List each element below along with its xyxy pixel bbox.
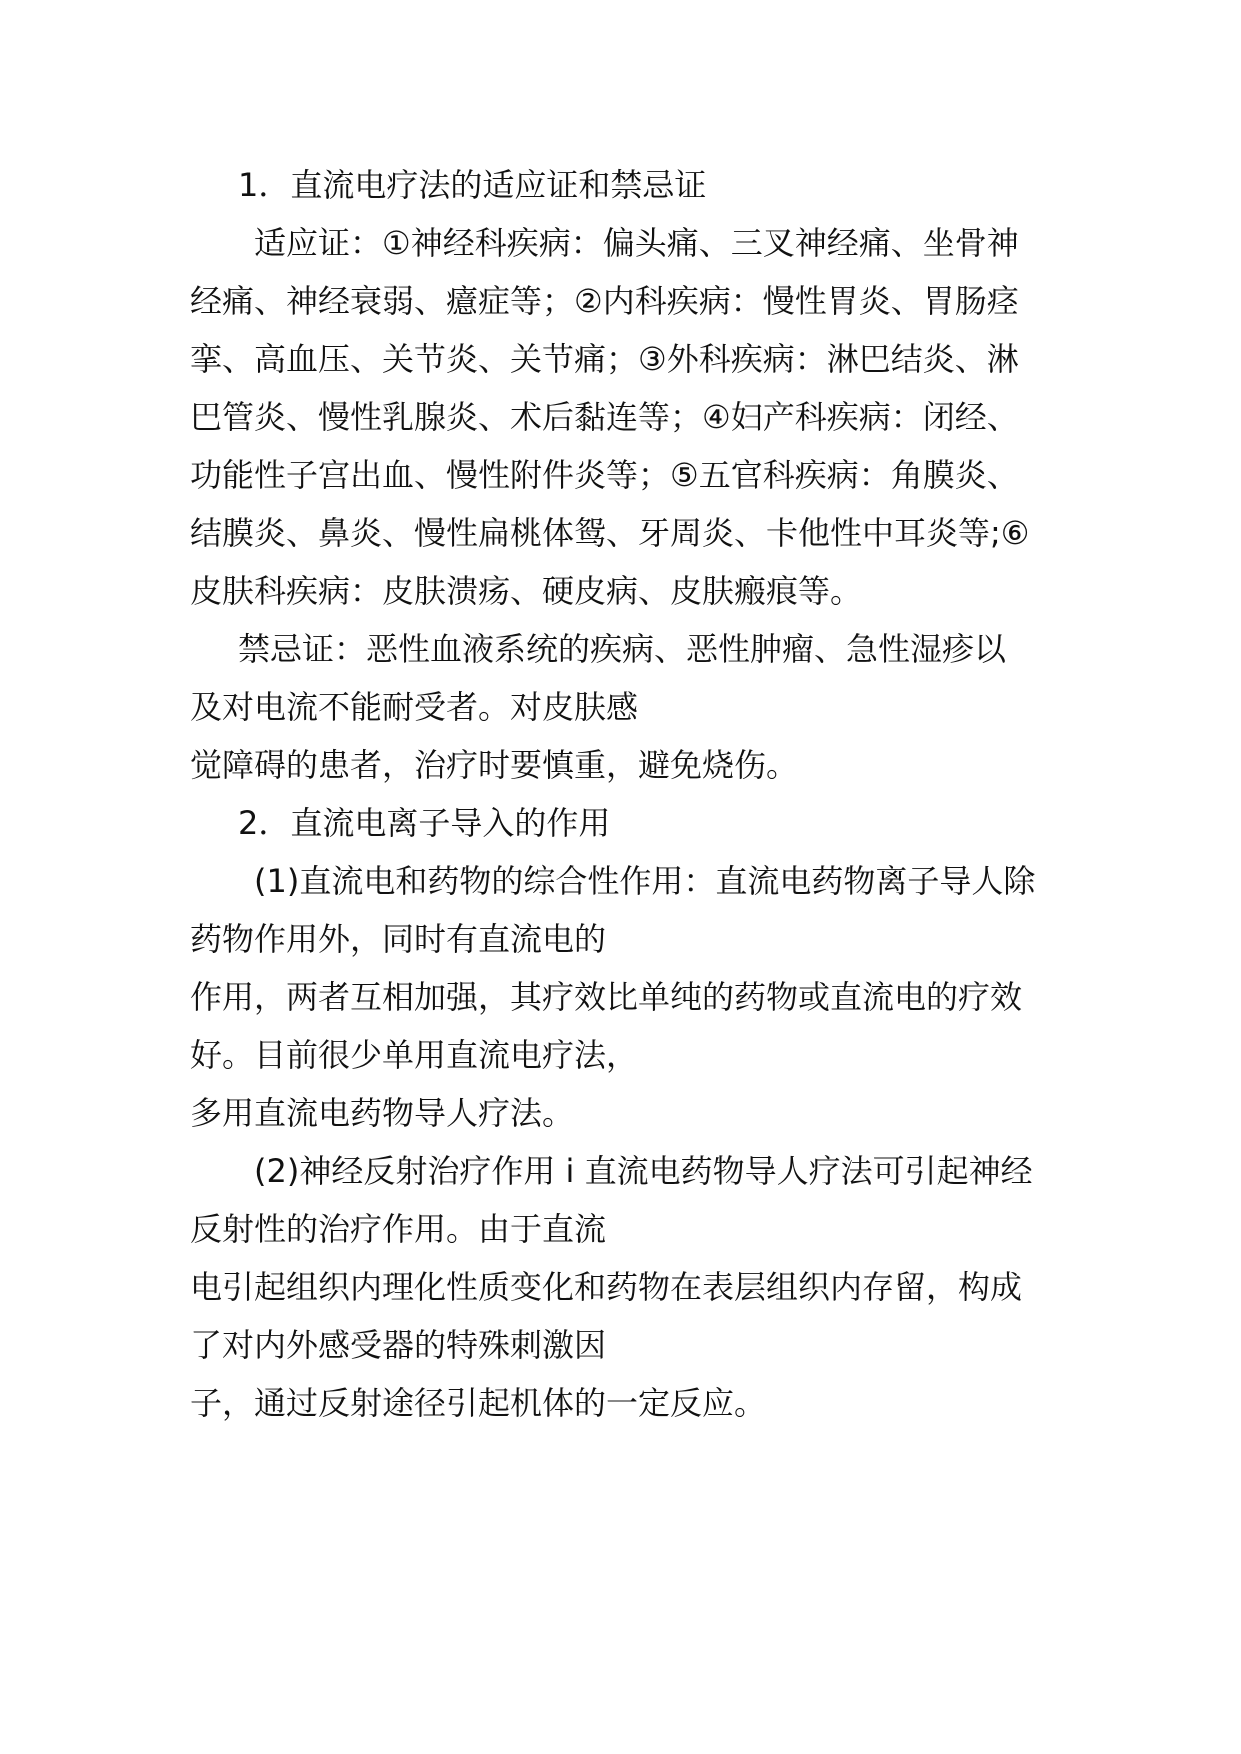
paragraph-line: 皮肤科疾病：皮肤溃疡、硬皮病、皮肤瘢痕等。 xyxy=(190,572,863,610)
paragraph-line: 觉障碍的患者，治疗时要慎重，避免烧伤。 xyxy=(190,746,799,784)
paragraph-line: 子，通过反射途径引起机体的一定反应。 xyxy=(190,1384,767,1422)
paragraph-line: 药物作用外，同时有直流电的 xyxy=(190,920,607,958)
paragraph-line: 经痛、神经衰弱、癔症等；②内科疾病：慢性胃炎、胃肠痉 xyxy=(190,282,1019,320)
paragraph-line: 了对内外感受器的特殊刺激因 xyxy=(190,1326,607,1364)
paragraph-line: 巴管炎、慢性乳腺炎、术后黏连等；④妇产科疾病：闭经、 xyxy=(190,398,1019,436)
heading-iontophoresis-effects: 2．直流电离子导入的作用 xyxy=(238,804,611,842)
paragraph-line: 反射性的治疗作用。由于直流 xyxy=(190,1210,607,1248)
paragraph-line: 功能性子宫出血、慢性附件炎等；⑤五官科疾病：角膜炎、 xyxy=(190,456,1019,494)
paragraph-line: 挛、高血压、关节炎、关节痛；③外科疾病：淋巴结炎、淋 xyxy=(190,340,1019,378)
paragraph-line: 电引起组织内理化性质变化和药物在表层组织内存留，构成 xyxy=(190,1268,1023,1306)
paragraph-line: 结膜炎、鼻炎、慢性扁桃体鸳、牙周炎、卡他性中耳炎等;⑥ xyxy=(190,514,1030,552)
paragraph-line: 及对电流不能耐受者。对皮肤感 xyxy=(190,688,639,726)
paragraph-line: 禁忌证：恶性血液系统的疾病、恶性肿瘤、急性湿疹以 xyxy=(238,630,1007,668)
paragraph-line: 适应证：①神经科疾病：偏头痛、三叉神经痛、坐骨神 xyxy=(254,224,1019,262)
paragraph-line: 好。目前很少单用直流电疗法， xyxy=(190,1036,639,1074)
heading-indications-contraindications: 1．直流电疗法的适应证和禁忌证 xyxy=(238,166,707,204)
paragraph-line: 多用直流电药物导人疗法。 xyxy=(190,1094,575,1132)
paragraph-line: 作用，两者互相加强，其疗效比单纯的药物或直流电的疗效 xyxy=(190,978,1023,1016)
paragraph-line: (1)直流电和药物的综合性作用：直流电药物离子导人除 xyxy=(254,862,1036,900)
paragraph-line: (2)神经反射治疗作用 i 直流电药物导人疗法可引起神经 xyxy=(254,1152,1033,1190)
